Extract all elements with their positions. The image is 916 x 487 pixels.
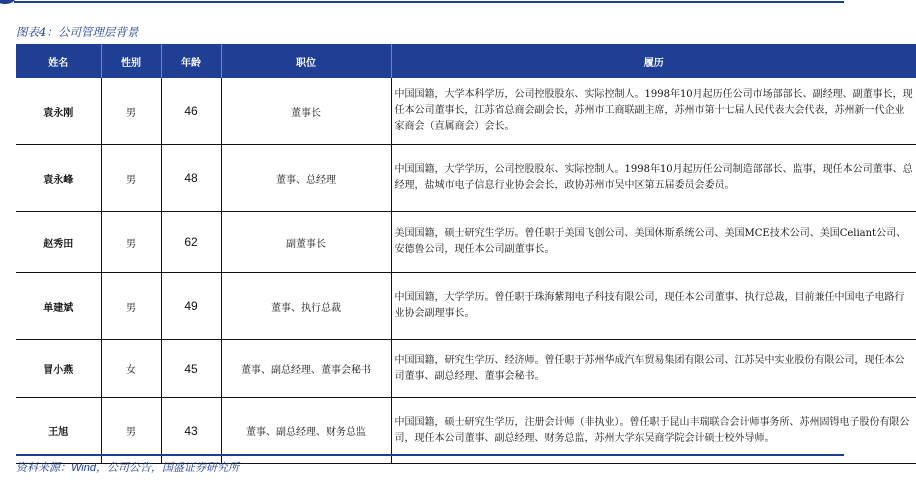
management-table-wrap bbox=[16, 44, 913, 454]
cell-bio: 中国国籍，研究生学历、经济师。曾任职于苏州华成汽车贸易集团有限公司、江苏吴中实业股份有限公司，现任本公司董事、副总经理、董事会秘书。 bbox=[391, 340, 916, 398]
header-bio: 履历 bbox=[391, 44, 916, 78]
bottom-rule bbox=[16, 454, 844, 456]
cell-gender: 男 bbox=[101, 145, 161, 212]
table-row bbox=[16, 212, 916, 273]
cell-position: 董事、副总经理、财务总监 bbox=[221, 398, 391, 464]
cell-name: 袁永峰 bbox=[16, 145, 101, 212]
top-rule bbox=[0, 0, 844, 4]
source-wind: Wind bbox=[71, 462, 96, 474]
source-note bbox=[16, 459, 239, 475]
cell-age: 43 bbox=[161, 398, 221, 464]
cell-age: 46 bbox=[161, 78, 221, 145]
cell-age: 62 bbox=[161, 212, 221, 273]
cell-gender: 男 bbox=[101, 273, 161, 340]
figure-title: 图表4：公司管理层背景 bbox=[16, 25, 139, 39]
cell-position: 董事长 bbox=[221, 78, 391, 145]
cell-bio: 中国国籍，大学学历。曾任职于珠海紫翔电子科技有限公司，现任本公司董事、执行总裁，目前兼任中国电子电路行业协会副理事长。 bbox=[391, 273, 916, 340]
header-name: 姓名 bbox=[16, 44, 101, 78]
cell-position: 董事、执行总裁 bbox=[221, 273, 391, 340]
cell-name: 冒小燕 bbox=[16, 340, 101, 398]
source-rest: ，公司公告，国盛证券研究所 bbox=[95, 461, 239, 474]
cell-name: 单建斌 bbox=[16, 273, 101, 340]
table-row bbox=[16, 78, 916, 145]
cell-bio: 美国国籍，硕士研究生学历。曾任职于美国飞创公司、美国休斯系统公司、美国MCE技术公司、美国Celiant公司、安德鲁公司，现任本公司副董事长。 bbox=[391, 212, 916, 273]
cell-name: 赵秀田 bbox=[16, 212, 101, 273]
table-header-row bbox=[16, 44, 916, 78]
cell-gender: 女 bbox=[101, 340, 161, 398]
cell-gender: 男 bbox=[101, 398, 161, 464]
table-row bbox=[16, 273, 916, 340]
table-row bbox=[16, 340, 916, 398]
source-prefix: 资料来源： bbox=[16, 461, 71, 474]
cell-bio: 中国国籍，大学学历，公司控股股东、实际控制人。1998年10月起历任公司制造部部长、监事，现任本公司董事、总经理，盐城市电子信息行业协会会长，政协苏州市吴中区第五届委员会委员。 bbox=[391, 145, 916, 212]
header-age: 年龄 bbox=[161, 44, 221, 78]
cell-name: 王旭 bbox=[16, 398, 101, 464]
management-table bbox=[16, 44, 916, 464]
cell-gender: 男 bbox=[101, 212, 161, 273]
cell-age: 48 bbox=[161, 145, 221, 212]
cell-name: 袁永刚 bbox=[16, 78, 101, 145]
cell-bio: 中国国籍，硕士研究生学历，注册会计师（非执业）。曾任职于昆山丰瑞联合会计师事务所、苏州固锝电子股份有限公司，现任本公司董事、副总经理、财务总监，苏州大学东吴商学院会计硕士校外导师。 bbox=[391, 398, 916, 464]
cell-position: 董事、总经理 bbox=[221, 145, 391, 212]
cell-position: 董事、副总经理、董事会秘书 bbox=[221, 340, 391, 398]
header-gender: 性别 bbox=[101, 44, 161, 78]
header-position: 职位 bbox=[221, 44, 391, 78]
cell-age: 45 bbox=[161, 340, 221, 398]
cell-bio: 中国国籍，大学本科学历，公司控股股东、实际控制人。1998年10月起历任公司市场部部长、副经理、副董事长，现任本公司董事长，江苏省总商会副会长，苏州市工商联副主席，苏州市第十七届人民代表大会代表，苏州新一代企业家商会（直属商会）会长。 bbox=[391, 78, 916, 145]
cell-age: 49 bbox=[161, 273, 221, 340]
cell-position: 副董事长 bbox=[221, 212, 391, 273]
top-rule-line bbox=[14, 1, 844, 3]
table-row bbox=[16, 145, 916, 212]
cell-gender: 男 bbox=[101, 78, 161, 145]
